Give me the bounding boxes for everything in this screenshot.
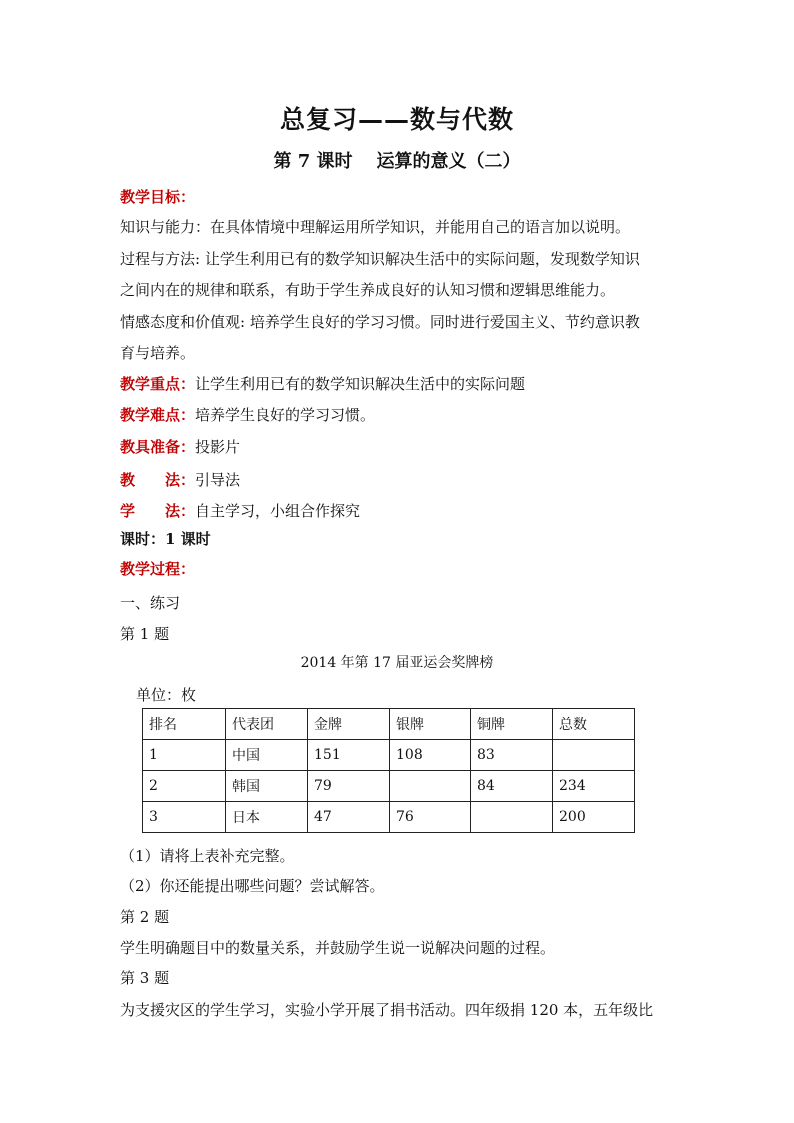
- objective-knowledge: 知识与能力：在具体情境中理解运用所学知识，并能用自己的语言加以说明。: [120, 218, 631, 236]
- table-header-cell: 排名: [143, 709, 226, 740]
- materials: [120, 436, 240, 457]
- objective-emotion-line2: 育与培养。: [120, 344, 196, 362]
- key-point: [120, 373, 525, 394]
- learning-method-text: 自主学习，小组合作探究: [195, 502, 361, 520]
- table-cell: 79: [308, 771, 390, 802]
- table-header-cell: 银牌: [390, 709, 471, 740]
- duration: 课时：1 课时: [120, 530, 211, 548]
- teaching-method-label: 教 法：: [120, 471, 196, 489]
- question-3-label: 第 3 题: [120, 969, 170, 987]
- table-cell: [471, 802, 553, 833]
- question-1-task-2: （2）你还能提出哪些问题？尝试解答。: [120, 877, 385, 895]
- table-cell: 83: [471, 740, 553, 771]
- learning-method-label: 学 法：: [120, 502, 196, 520]
- table-row: [143, 771, 635, 802]
- table-row: [143, 740, 635, 771]
- key-point-text: 让学生利用已有的数学知识解决生活中的实际问题: [195, 375, 526, 393]
- objective-process-line2: 之间内在的规律和联系，有助于学生养成良好的认知习惯和逻辑思维能力。: [120, 281, 616, 299]
- question-1-task-1: （1）请将上表补充完整。: [120, 847, 295, 865]
- question-3-text: 为支援灾区的学生学习，实验小学开展了捐书活动。四年级捐 120 本，五年级比: [120, 1001, 654, 1019]
- key-point-label: 教学重点：: [120, 375, 196, 393]
- document-title: 总复习——数与代数: [279, 105, 514, 134]
- question-2-text: 学生明确题目中的数量关系，并鼓励学生说一说解决问题的过程。: [120, 939, 556, 957]
- table-cell: 日本: [226, 802, 308, 833]
- table-header-cell: 总数: [553, 709, 635, 740]
- table-header-cell: 代表团: [226, 709, 308, 740]
- materials-label: 教具准备：: [120, 438, 196, 456]
- table-cell: 韩国: [226, 771, 308, 802]
- table-header-row: [143, 709, 635, 740]
- table-cell: 108: [390, 740, 471, 771]
- section-practice: 一、练习: [120, 594, 181, 612]
- table-header-cell: 铜牌: [471, 709, 553, 740]
- table-cell: 47: [308, 802, 390, 833]
- table-cell: 2: [143, 771, 226, 802]
- question-2-label: 第 2 题: [120, 908, 170, 926]
- table-cell: 84: [471, 771, 553, 802]
- table-header-cell: 金牌: [308, 709, 390, 740]
- difficulty: [120, 404, 375, 425]
- table-cell: 1: [143, 740, 226, 771]
- table-cell: [553, 740, 635, 771]
- table-row: [143, 802, 635, 833]
- process-heading: 教学过程：: [120, 560, 196, 578]
- objective-emotion-line1: 情感态度和价值观: 培养学生良好的学习习惯。同时进行爱国主义、节约意识教: [120, 313, 640, 331]
- question-1-label: 第 1 题: [120, 625, 170, 643]
- lesson-subtitle: [0, 147, 794, 173]
- table-cell: 中国: [226, 740, 308, 771]
- table-cell: [390, 771, 471, 802]
- table-cell: 151: [308, 740, 390, 771]
- teaching-method-text: 引导法: [195, 471, 241, 489]
- difficulty-label: 教学难点：: [120, 406, 196, 424]
- medal-table: [142, 708, 635, 833]
- objective-process-line1: 过程与方法: 让学生利用已有的数学知识解决生活中的实际问题，发现数学知识: [120, 250, 640, 268]
- teaching-method: [120, 469, 240, 490]
- lesson-topic: 运算的意义（二）: [376, 151, 521, 172]
- table-cell: 200: [553, 802, 635, 833]
- table-cell: 76: [390, 802, 471, 833]
- lesson-number: 第 7 课时: [273, 151, 353, 172]
- objectives-heading: 教学目标：: [120, 188, 196, 206]
- medal-table-caption: 2014 年第 17 届亚运会奖牌榜: [300, 655, 494, 671]
- learning-method: [120, 500, 360, 521]
- materials-text: 投影片: [195, 438, 241, 456]
- difficulty-text: 培养学生良好的学习习惯。: [195, 406, 376, 424]
- medal-table-unit: 单位：枚: [136, 686, 197, 704]
- table-cell: 234: [553, 771, 635, 802]
- table-cell: 3: [143, 802, 226, 833]
